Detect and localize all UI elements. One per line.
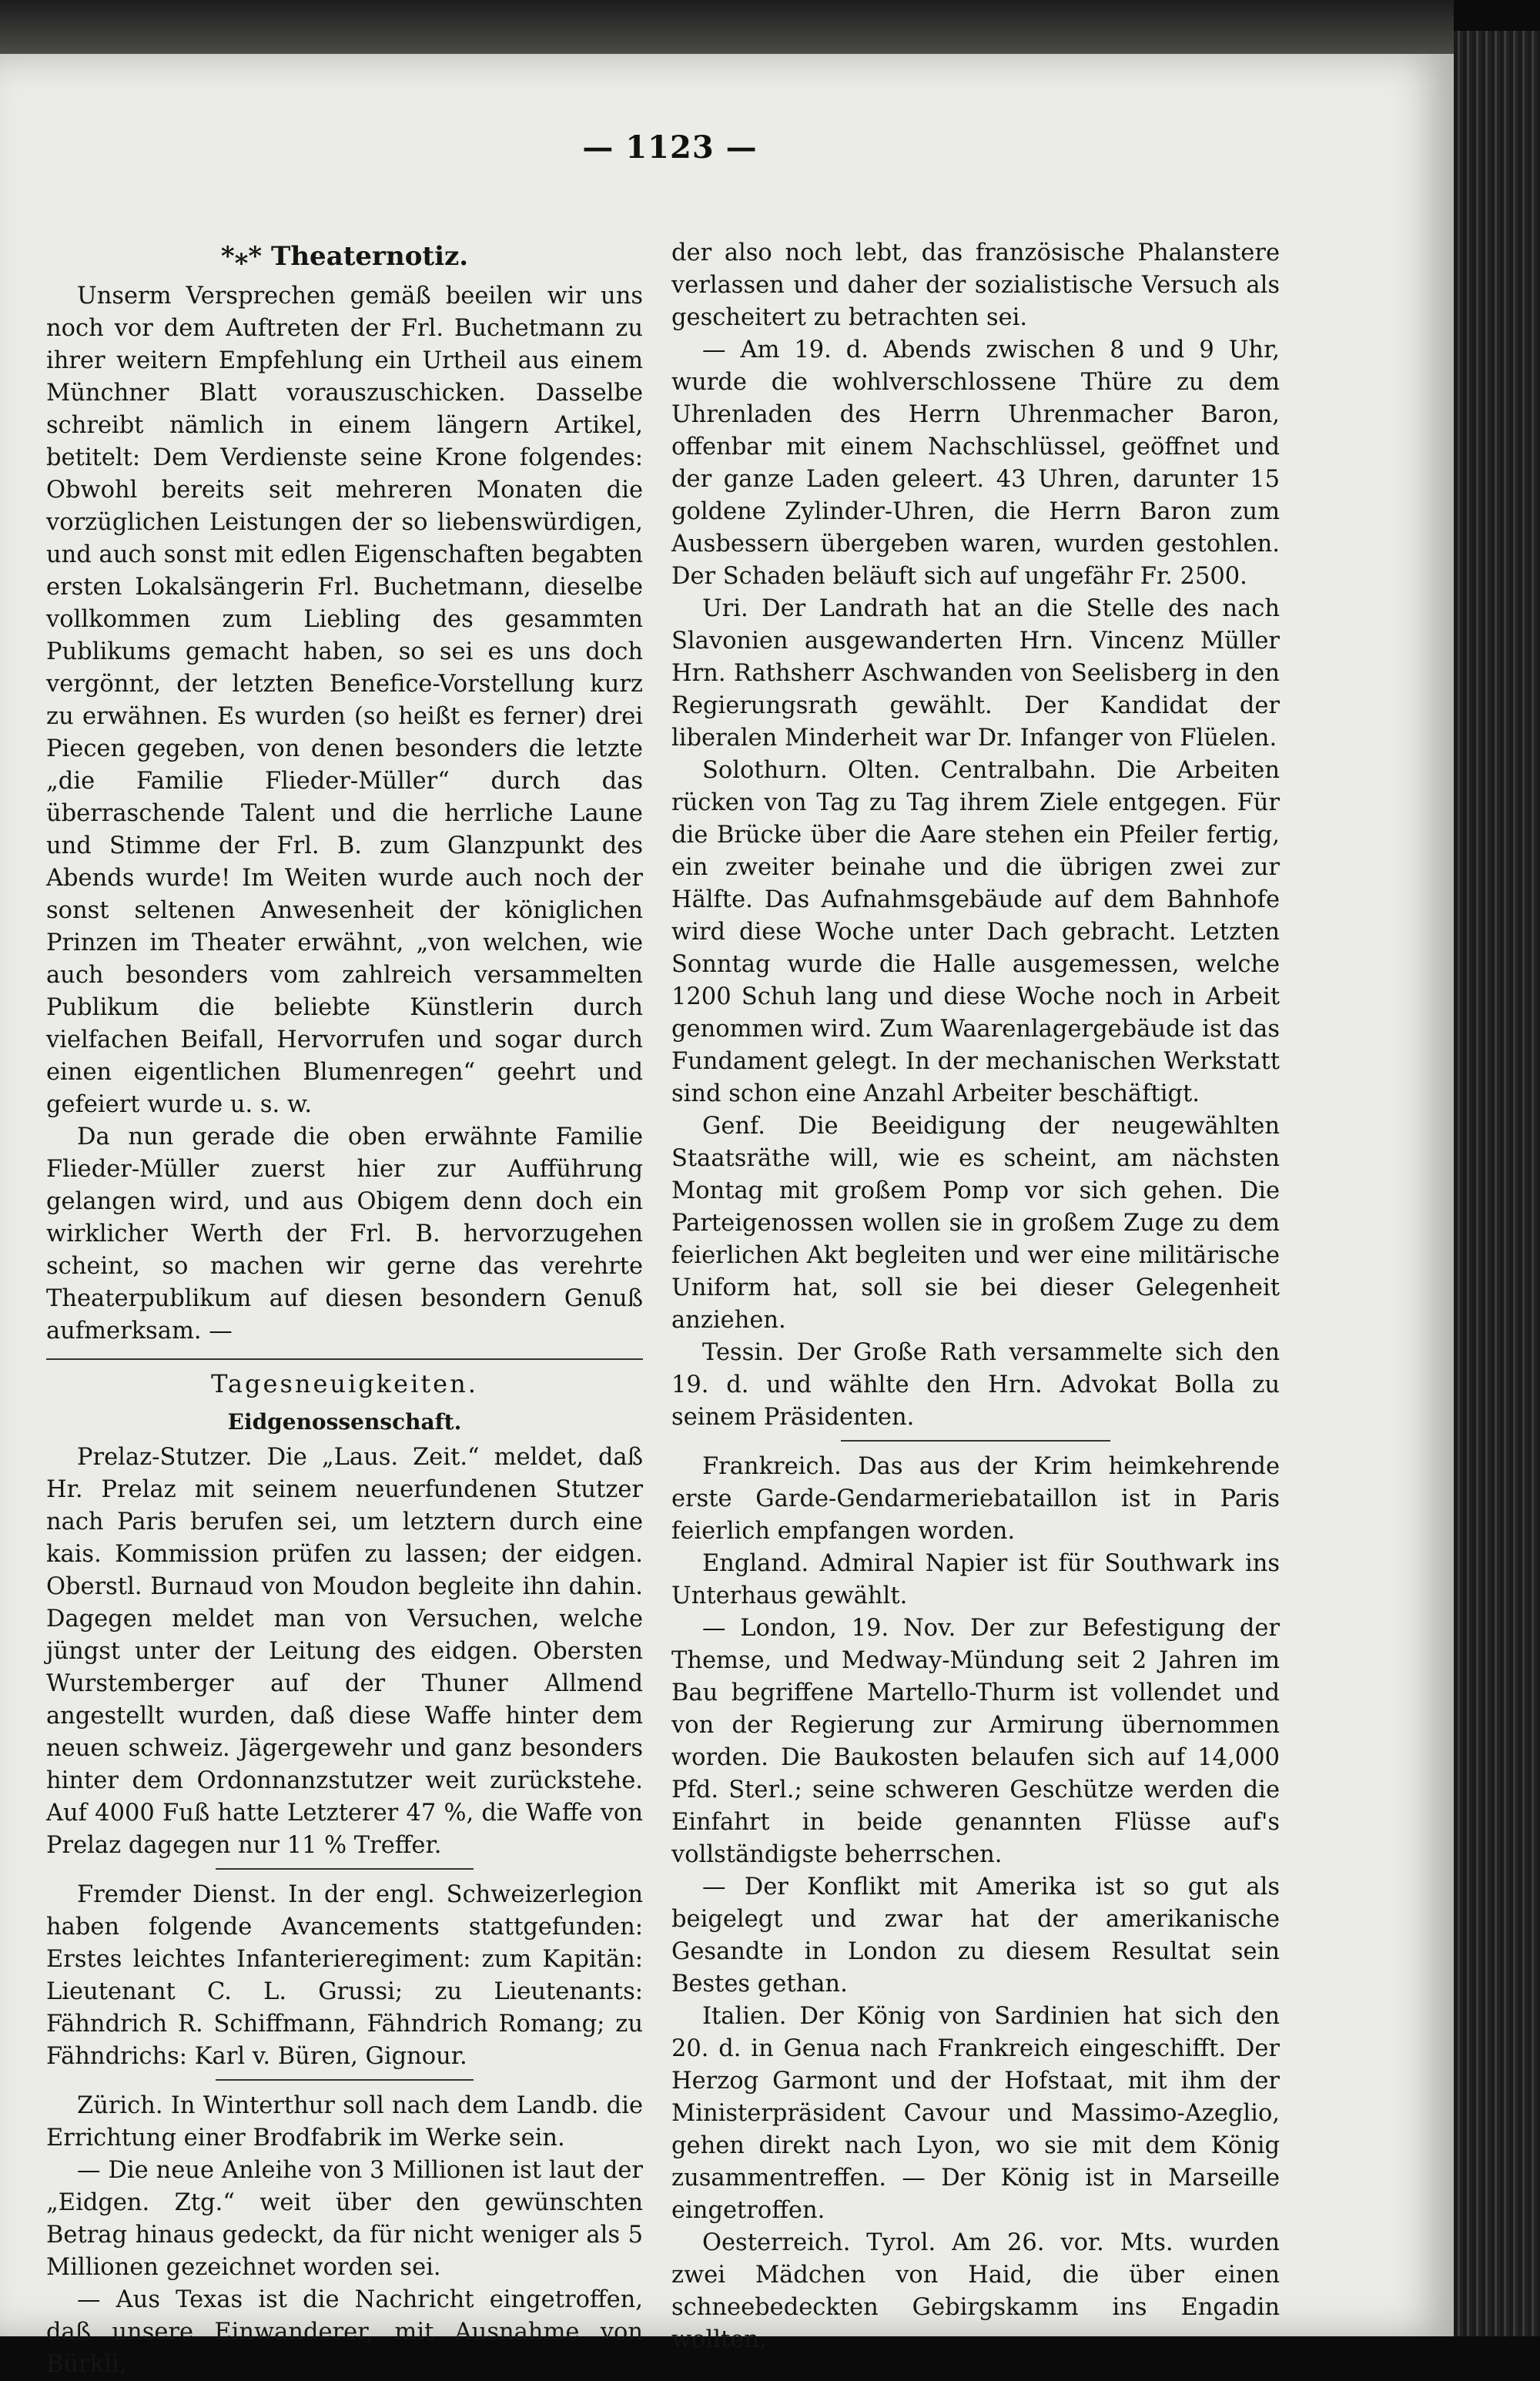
london-article: — London, 19. Nov. Der zur Befestigung der Themse, und Medway-Mündung seit 2 Jahren im Bau begriffene Martello-Thurm ist vollendet und von der Regierung zur Armirung übernommen worden. Die Baukosten belaufen sich auf 14,000 Pfd. Sterl.; seine schweren Geschütze werden die Einfahrt in beide genannten Flüsse auf's vollständigste beherrschen. bbox=[671, 1615, 1280, 1868]
texas-article: — Aus Texas ist die Nachricht eingetroffen, daß unsere Einwanderer, mit Ausnahme von Bürkli, bbox=[46, 2286, 643, 2378]
divider bbox=[216, 1868, 474, 1870]
right-column bbox=[671, 237, 1280, 2356]
divider bbox=[46, 1358, 643, 1360]
newspaper-page bbox=[0, 54, 1454, 2378]
theater-notice-title: *⁎* Theaternotiz. bbox=[220, 241, 469, 272]
book-spine bbox=[1454, 31, 1540, 2336]
genf-article: Genf. Die Beeidigung der neugewählten Staatsräthe will, wie es scheint, am nächsten Montag mit großem Pomp vor sich gehen. Die Parteigenossen wollen sie in großem Zuge zu dem feierlichen Akt begleiten und wer eine militärische Uniform hat, soll sie bei dieser Gelegenheit anziehen. bbox=[671, 1113, 1280, 1334]
amerika-article: — Der Konflikt mit Amerika ist so gut als beigelegt und zwar hat der amerikanische Gesandte in London zu diesem Resultat sein Bestes gethan. bbox=[671, 1874, 1280, 1998]
theater-paragraph-2: Da nun gerade die oben erwähnte Familie Flieder-Müller zuerst hier zur Aufführung gelangen wird, und aus Obigem denn doch ein wirklicher Werth der Frl. B. hervorzugehen scheint, so machen wir gerne das verehrte Theaterpublikum auf diesen besondern Genuß aufmerksam. — bbox=[46, 1124, 643, 1345]
england-article: England. Admiral Napier ist für Southwark ins Unterhaus gewählt. bbox=[671, 1550, 1280, 1609]
news-section-title: Tagesneuigkeiten. bbox=[211, 1369, 478, 1398]
page-number: — 1123 — bbox=[582, 129, 758, 166]
left-column bbox=[46, 237, 643, 2381]
solothurn-article: Solothurn. Olten. Centralbahn. Die Arbeiten rücken von Tag zu Tag ihrem Ziele entgegen. Für die Brücke über die Aare stehen ein Pfeiler fertig, ein zweiter beinahe und die übrigen zwei zur Hälfte. Das Aufnahmsgebäude auf dem Bahnhofe wird diese Woche unter Dach gebracht. Letzten Sonntag wurde die Halle ausgemessen, welche 1200 Schuh lang und diese Woche noch in Arbeit genommen wird. Zum Waarenlagergebäude ist das Fundament gelegt. In der mechanischen Werkstatt sind schon eine Anzahl Arbeiter beschäftigt. bbox=[671, 757, 1280, 1107]
uri-article: Uri. Der Landrath hat an die Stelle des nach Slavonien ausgewanderten Hrn. Vincenz Müller Hrn. Rathsherr Aschwanden von Seelisberg in den Regierungsrath gewählt. Der Kandidat der liberalen Minderheit war Dr. Infanger von Flüelen. bbox=[671, 595, 1280, 752]
texas-continued: der also noch lebt, das französische Phalanstere verlassen und daher der sozialistische Versuch als gescheitert zu betrachten sei. bbox=[671, 239, 1280, 331]
uhren-article: — Am 19. d. Abends zwischen 8 und 9 Uhr, wurde die wohlverschlossene Thüre zu dem Uhrenladen des Herrn Uhrenmacher Baron, offenbar mit einem Nachschlüssel, geöffnet und der ganze Laden geleert. 43 Uhren, darunter 15 goldene Zylinder-Uhren, die Herrn Baron zum Ausbessern übergeben waren, wurden gestohlen. Der Schaden beläuft sich auf ungefähr Fr. 2500. bbox=[671, 337, 1280, 590]
oesterreich-article: Oesterreich. Tyrol. Am 26. vor. Mts. wurden zwei Mädchen von Haid, die über einen schneebedeckten Gebirgskamm ins Engadin wollten, bbox=[671, 2229, 1280, 2353]
divider bbox=[841, 1440, 1110, 1442]
scan-top-edge bbox=[0, 0, 1454, 54]
tessin-article: Tessin. Der Große Rath versammelte sich den 19. d. und wählte den Hrn. Advokat Bolla zu seinem Präsidenten. bbox=[671, 1339, 1280, 1431]
divider bbox=[216, 2079, 474, 2081]
anleihe-article: — Die neue Anleihe von 3 Millionen ist laut der „Eidgen. Ztg.“ weit über den gewünschten Betrag hinaus gedeckt, da für nicht weniger als 5 Millionen gezeichnet worden sei. bbox=[46, 2157, 643, 2281]
eidgenossenschaft-heading: Eidgenossenschaft. bbox=[227, 1409, 462, 1435]
italien-article: Italien. Der König von Sardinien hat sich den 20. d. in Genua nach Frankreich eingeschifft. Der Herzog Garmont und der Hofstaat, mit ihm der Ministerpräsident Cavour und Massimo-Azeglio, gehen direkt nach Lyon, wo sie mit dem König zusammentreffen. — Der König ist in Marseille eingetroffen. bbox=[671, 2003, 1280, 2224]
frankreich-article: Frankreich. Das aus der Krim heimkehrende erste Garde-Gendarmeriebataillon ist in Paris feierlich empfangen worden. bbox=[671, 1453, 1280, 1545]
theater-paragraph-1: Unserm Versprechen gemäß beeilen wir uns noch vor dem Auftreten der Frl. Buchetmann zu ihrer weitern Empfehlung ein Urtheil aus einem Münchner Blatt vorauszuschicken. Dasselbe schreibt nämlich in einem längern Artikel, betitelt: Dem Verdienste seine Krone folgendes: Obwohl bereits seit mehreren Monaten die vorzüglichen Leistungen der so liebenswürdigen, und auch sonst mit edlen Eigenschaften begabten ersten Lokalsängerin Frl. Buchetmann, dieselbe vollkommen zum Liebling des gesammten Publikums gemacht haben, so sei es uns doch vergönnt, der letzten Benefice-Vorstellung kurz zu erwähnen. Es wurden (so heißt es ferner) drei Piecen gegeben, von denen besonders die letzte „die Familie Flieder-Müller“ durch das überraschende Talent und die herrliche Laune und Stimme der Frl. B. zum Glanzpunkt des Abends wurde! Im Weiten wurde auch noch der sonst seltenen Anwesenheit der königlichen Prinzen im Theater erwähnt, „von welchen, wie auch besonders vom zahlreich versammelten Publikum die beliebte Künstlerin durch vielfachen Beifall, Hervorrufen und sogar durch einen eigentlichen Blumenregen“ geehrt und gefeiert wurde u. s. w. bbox=[46, 283, 643, 1118]
zuerich-article: Zürich. In Winterthur soll nach dem Landb. die Errichtung einer Brodfabrik im Werke sein. bbox=[46, 2092, 643, 2152]
fremder-dienst-article: Fremder Dienst. In der engl. Schweizerlegion haben folgende Avancements stattgefunden: Erstes leichtes Infanterieregiment: zum Kapitän: Lieutenant C. L. Grussi; zu Lieutenants: Fähndrich R. Schiffmann, Fähndrich Romang; zu Fähndrichs: Karl v. Büren, Gignour. bbox=[46, 1881, 643, 2070]
prelaz-article: Prelaz-Stutzer. Die „Laus. Zeit.“ meldet, daß Hr. Prelaz mit seinem neuerfundenen Stutzer nach Paris berufen sei, um letztern durch eine kais. Kommission prüfen zu lassen; der eidgen. Oberstl. Burnaud von Moudon begleite ihn dahin. Dagegen meldet man von Versuchen, welche jüngst unter der Leitung des eidgen. Obersten Wurstemberger auf der Thuner Allmend angestellt wurden, daß diese Waffe hinter dem neuen schweiz. Jägergewehr und ganz besonders hinter dem Ordonnanzstutzer weit zurückstehe. Auf 4000 Fuß hatte Letzterer 47 %, die Waffe von Prelaz dagegen nur 11 % Treffer. bbox=[46, 1444, 643, 1859]
